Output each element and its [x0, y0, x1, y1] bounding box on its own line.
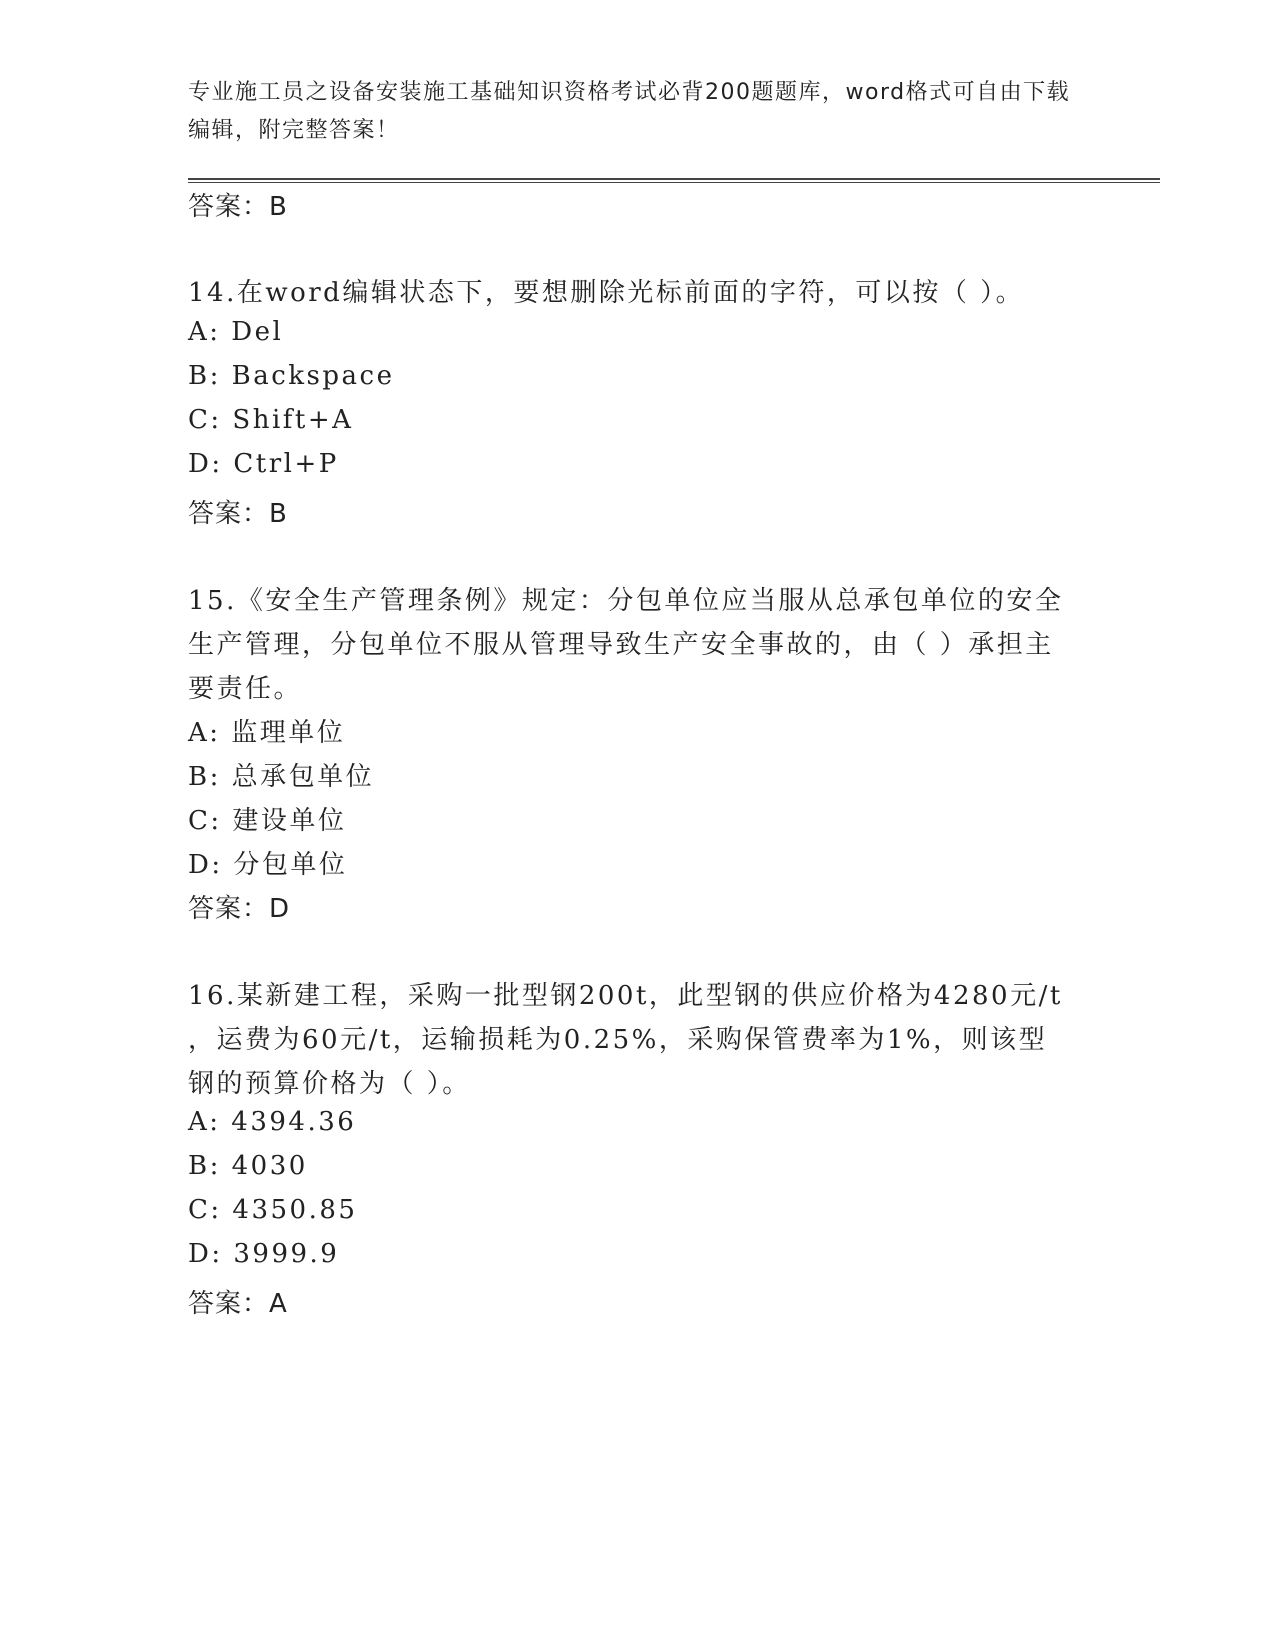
- question-15-option-d: D: 分包单位: [188, 850, 348, 880]
- question-14-option-a: A: Del: [188, 317, 284, 347]
- question-16-option-c: C: 4350.85: [188, 1195, 358, 1225]
- question-15-option-c: C: 建设单位: [188, 806, 347, 836]
- question-16-option-b: B: 4030: [188, 1151, 308, 1181]
- question-15-option-a: A: 监理单位: [188, 718, 346, 748]
- header-divider: [188, 178, 1160, 183]
- question-15-answer: 答案：D: [188, 894, 291, 924]
- question-15-option-b: B: 总承包单位: [188, 762, 375, 792]
- question-14-answer: 答案：B: [188, 499, 288, 529]
- question-16-text-line-1: 16.某新建工程，采购一批型钢200t，此型钢的供应价格为4280元/t: [188, 981, 1063, 1011]
- question-16-answer: 答案：A: [188, 1289, 288, 1319]
- document-header: 专业施工员之设备安装施工基础知识资格考试必背200题题库，word格式可自由下载编辑，附完整答案！: [188, 80, 1071, 143]
- question-15-text-line-1: 15.《安全生产管理条例》规定：分包单位应当服从总承包单位的安全: [188, 586, 1064, 616]
- question-16-text-line-2: ，运费为60元/t，运输损耗为0.25%，采购保管费率为1%，则该型: [188, 1025, 1048, 1055]
- question-15-text-line-2: 生产管理，分包单位不服从管理导致生产安全事故的，由（ ）承担主: [188, 630, 1054, 660]
- question-14-option-b: B: Backspace: [188, 361, 395, 391]
- question-14-option-d: D: Ctrl+P: [188, 449, 339, 479]
- question-16-option-d: D: 3999.9: [188, 1239, 340, 1269]
- question-14-text: 14.在word编辑状态下，要想删除光标前面的字符，可以按（ ）。: [188, 278, 1025, 308]
- question-16-text-line-3: 钢的预算价格为（ ）。: [188, 1069, 471, 1099]
- question-14-option-c: C: Shift+A: [188, 405, 354, 435]
- answer-label: 答案：B: [188, 192, 288, 222]
- question-16-option-a: A: 4394.36: [188, 1107, 357, 1137]
- question-15-text-line-3: 要责任。: [188, 674, 303, 704]
